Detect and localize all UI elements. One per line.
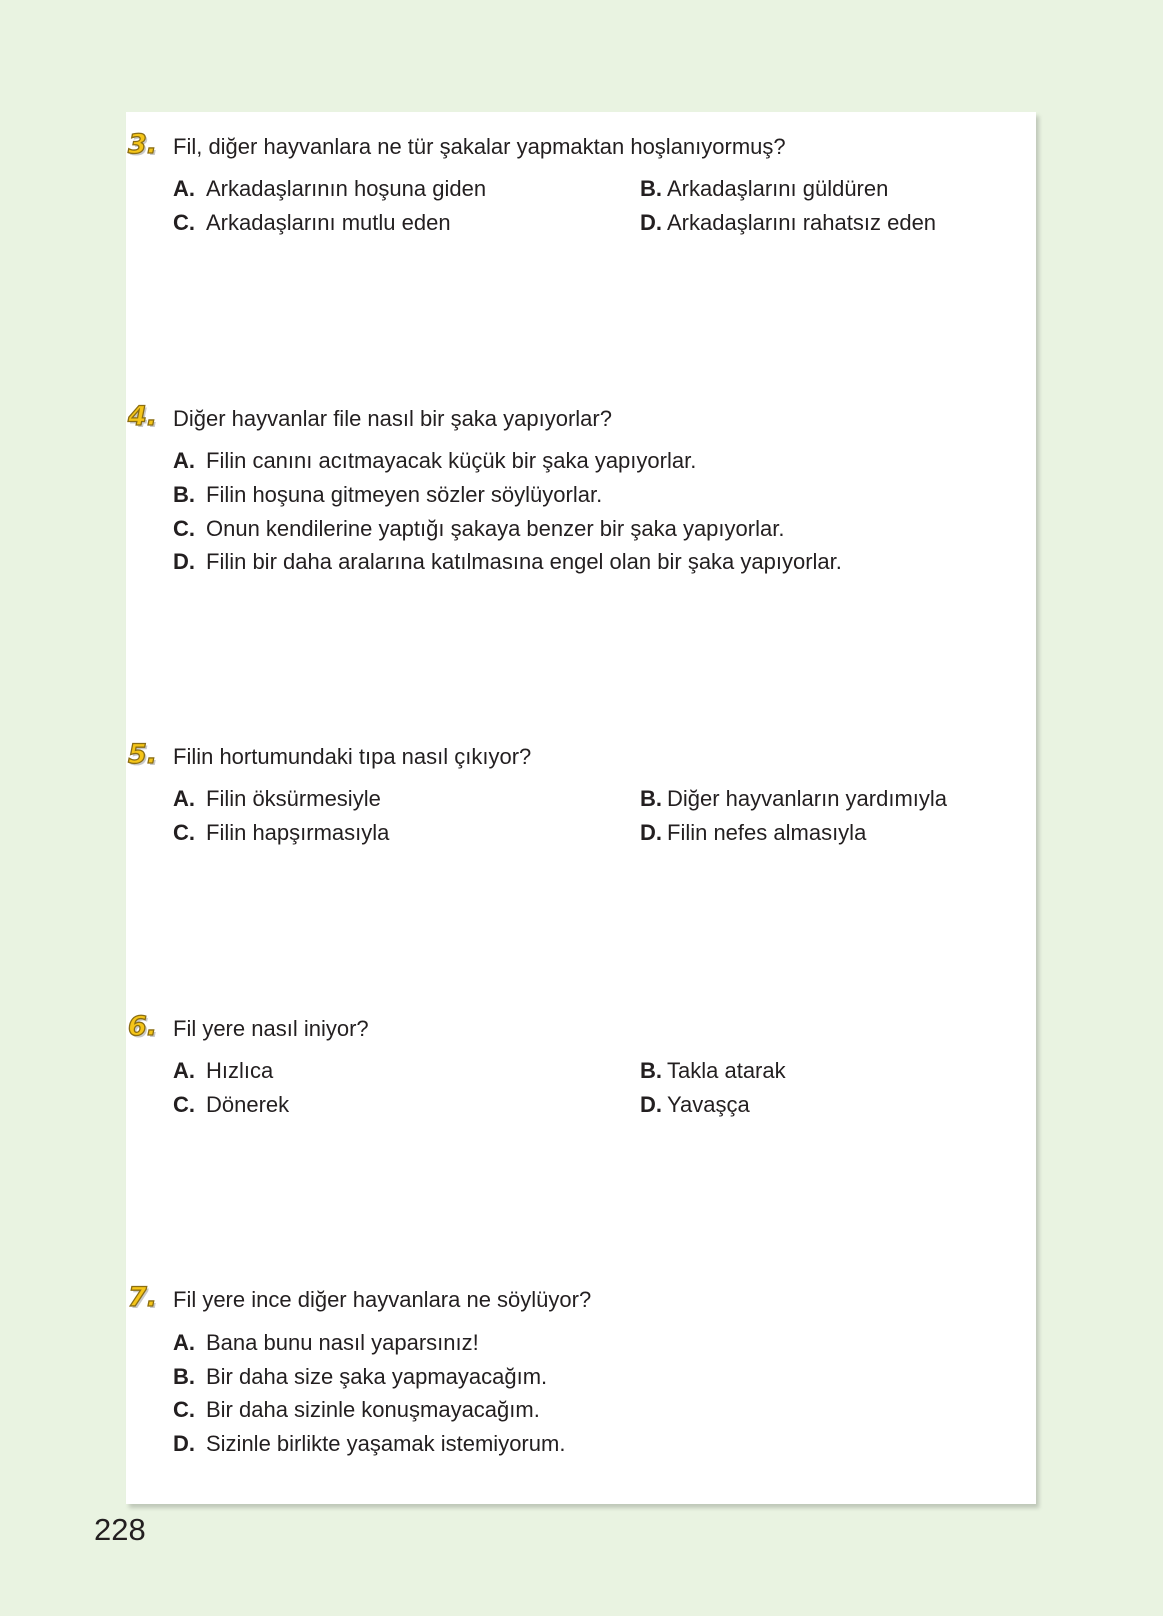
option-text: Bana bunu nasıl yaparsınız! (206, 1330, 479, 1355)
option-letter: A. (173, 786, 195, 811)
option-text: Arkadaşlarını rahatsız eden (667, 210, 937, 235)
option-text: Bir daha sizinle konuşmayacağım. (206, 1397, 540, 1422)
option-letter: A. (173, 448, 195, 473)
option-letter: C. (173, 1092, 195, 1117)
option-letter: B. (640, 786, 662, 811)
question-number: 4. (128, 401, 158, 432)
option-d[interactable] (640, 820, 866, 846)
option-letter: B. (173, 1364, 195, 1389)
option-text: Filin canını acıtmayacak küçük bir şaka yapıyorlar. (206, 448, 697, 473)
option-text: Bir daha size şaka yapmayacağım. (206, 1364, 548, 1389)
option-text: Onun kendilerine yaptığı şakaya benzer bir şaka yapıyorlar. (206, 516, 785, 541)
option-text: Filin öksürmesiyle (206, 786, 381, 811)
option-text: Takla atarak (667, 1058, 786, 1083)
option-c[interactable] (173, 820, 389, 846)
option-a[interactable] (173, 1058, 273, 1084)
option-letter: C. (173, 516, 195, 541)
question-text: Fil, diğer hayvanlara ne tür şakalar yapmaktan hoşlanıyormuş? (173, 134, 786, 159)
option-text: Hızlıca (206, 1058, 274, 1083)
question-text: Fil yere nasıl iniyor? (173, 1016, 369, 1041)
option-a[interactable] (173, 1330, 479, 1356)
option-text: Arkadaşlarını güldüren (667, 176, 889, 201)
option-letter: B. (173, 482, 195, 507)
option-text: Arkadaşlarının hoşuna giden (206, 176, 487, 201)
question-number: 7. (128, 1282, 158, 1313)
question-number: 5. (128, 739, 158, 770)
option-c[interactable] (173, 516, 784, 542)
option-text: Filin bir daha aralarına katılmasına engel olan bir şaka yapıyorlar. (206, 549, 842, 574)
option-letter: D. (640, 1092, 662, 1117)
option-b[interactable] (640, 176, 888, 202)
option-d[interactable] (640, 210, 936, 236)
option-a[interactable] (173, 786, 381, 812)
page-number: 228 (94, 1512, 146, 1547)
option-text: Yavaşça (667, 1092, 750, 1117)
option-d[interactable] (640, 1092, 750, 1118)
question-text: Filin hortumundaki tıpa nasıl çıkıyor? (173, 744, 532, 769)
worksheet-page (126, 112, 1036, 1504)
option-letter: D. (173, 549, 195, 574)
option-d[interactable] (173, 1431, 565, 1457)
question-text: Fil yere ince diğer hayvanlara ne söylüyor? (173, 1287, 592, 1312)
option-letter: A. (173, 176, 195, 201)
option-letter: D. (173, 1431, 195, 1456)
question-number: 6. (128, 1011, 158, 1042)
option-text: Dönerek (206, 1092, 290, 1117)
option-a[interactable] (173, 176, 486, 202)
option-c[interactable] (173, 1092, 289, 1118)
option-letter: C. (173, 1397, 195, 1422)
option-text: Filin hoşuna gitmeyen sözler söylüyorlar. (206, 482, 603, 507)
question-number: 3. (128, 129, 158, 160)
option-c[interactable] (173, 210, 451, 236)
option-letter: D. (640, 210, 662, 235)
option-letter: C. (173, 820, 195, 845)
option-b[interactable] (640, 1058, 786, 1084)
option-letter: C. (173, 210, 195, 235)
option-b[interactable] (640, 786, 947, 812)
option-letter: A. (173, 1058, 195, 1083)
option-letter: A. (173, 1330, 195, 1355)
question-text: Diğer hayvanlar file nasıl bir şaka yapıyorlar? (173, 406, 612, 431)
option-text: Diğer hayvanların yardımıyla (667, 786, 948, 811)
option-letter: B. (640, 1058, 662, 1083)
option-letter: B. (640, 176, 662, 201)
option-d[interactable] (173, 549, 842, 575)
option-text: Filin nefes almasıyla (667, 820, 867, 845)
option-letter: D. (640, 820, 662, 845)
option-a[interactable] (173, 448, 696, 474)
option-b[interactable] (173, 482, 602, 508)
option-text: Sizinle birlikte yaşamak istemiyorum. (206, 1431, 566, 1456)
option-text: Filin hapşırmasıyla (206, 820, 390, 845)
option-text: Arkadaşlarını mutlu eden (206, 210, 451, 235)
option-c[interactable] (173, 1397, 540, 1423)
option-b[interactable] (173, 1364, 547, 1390)
